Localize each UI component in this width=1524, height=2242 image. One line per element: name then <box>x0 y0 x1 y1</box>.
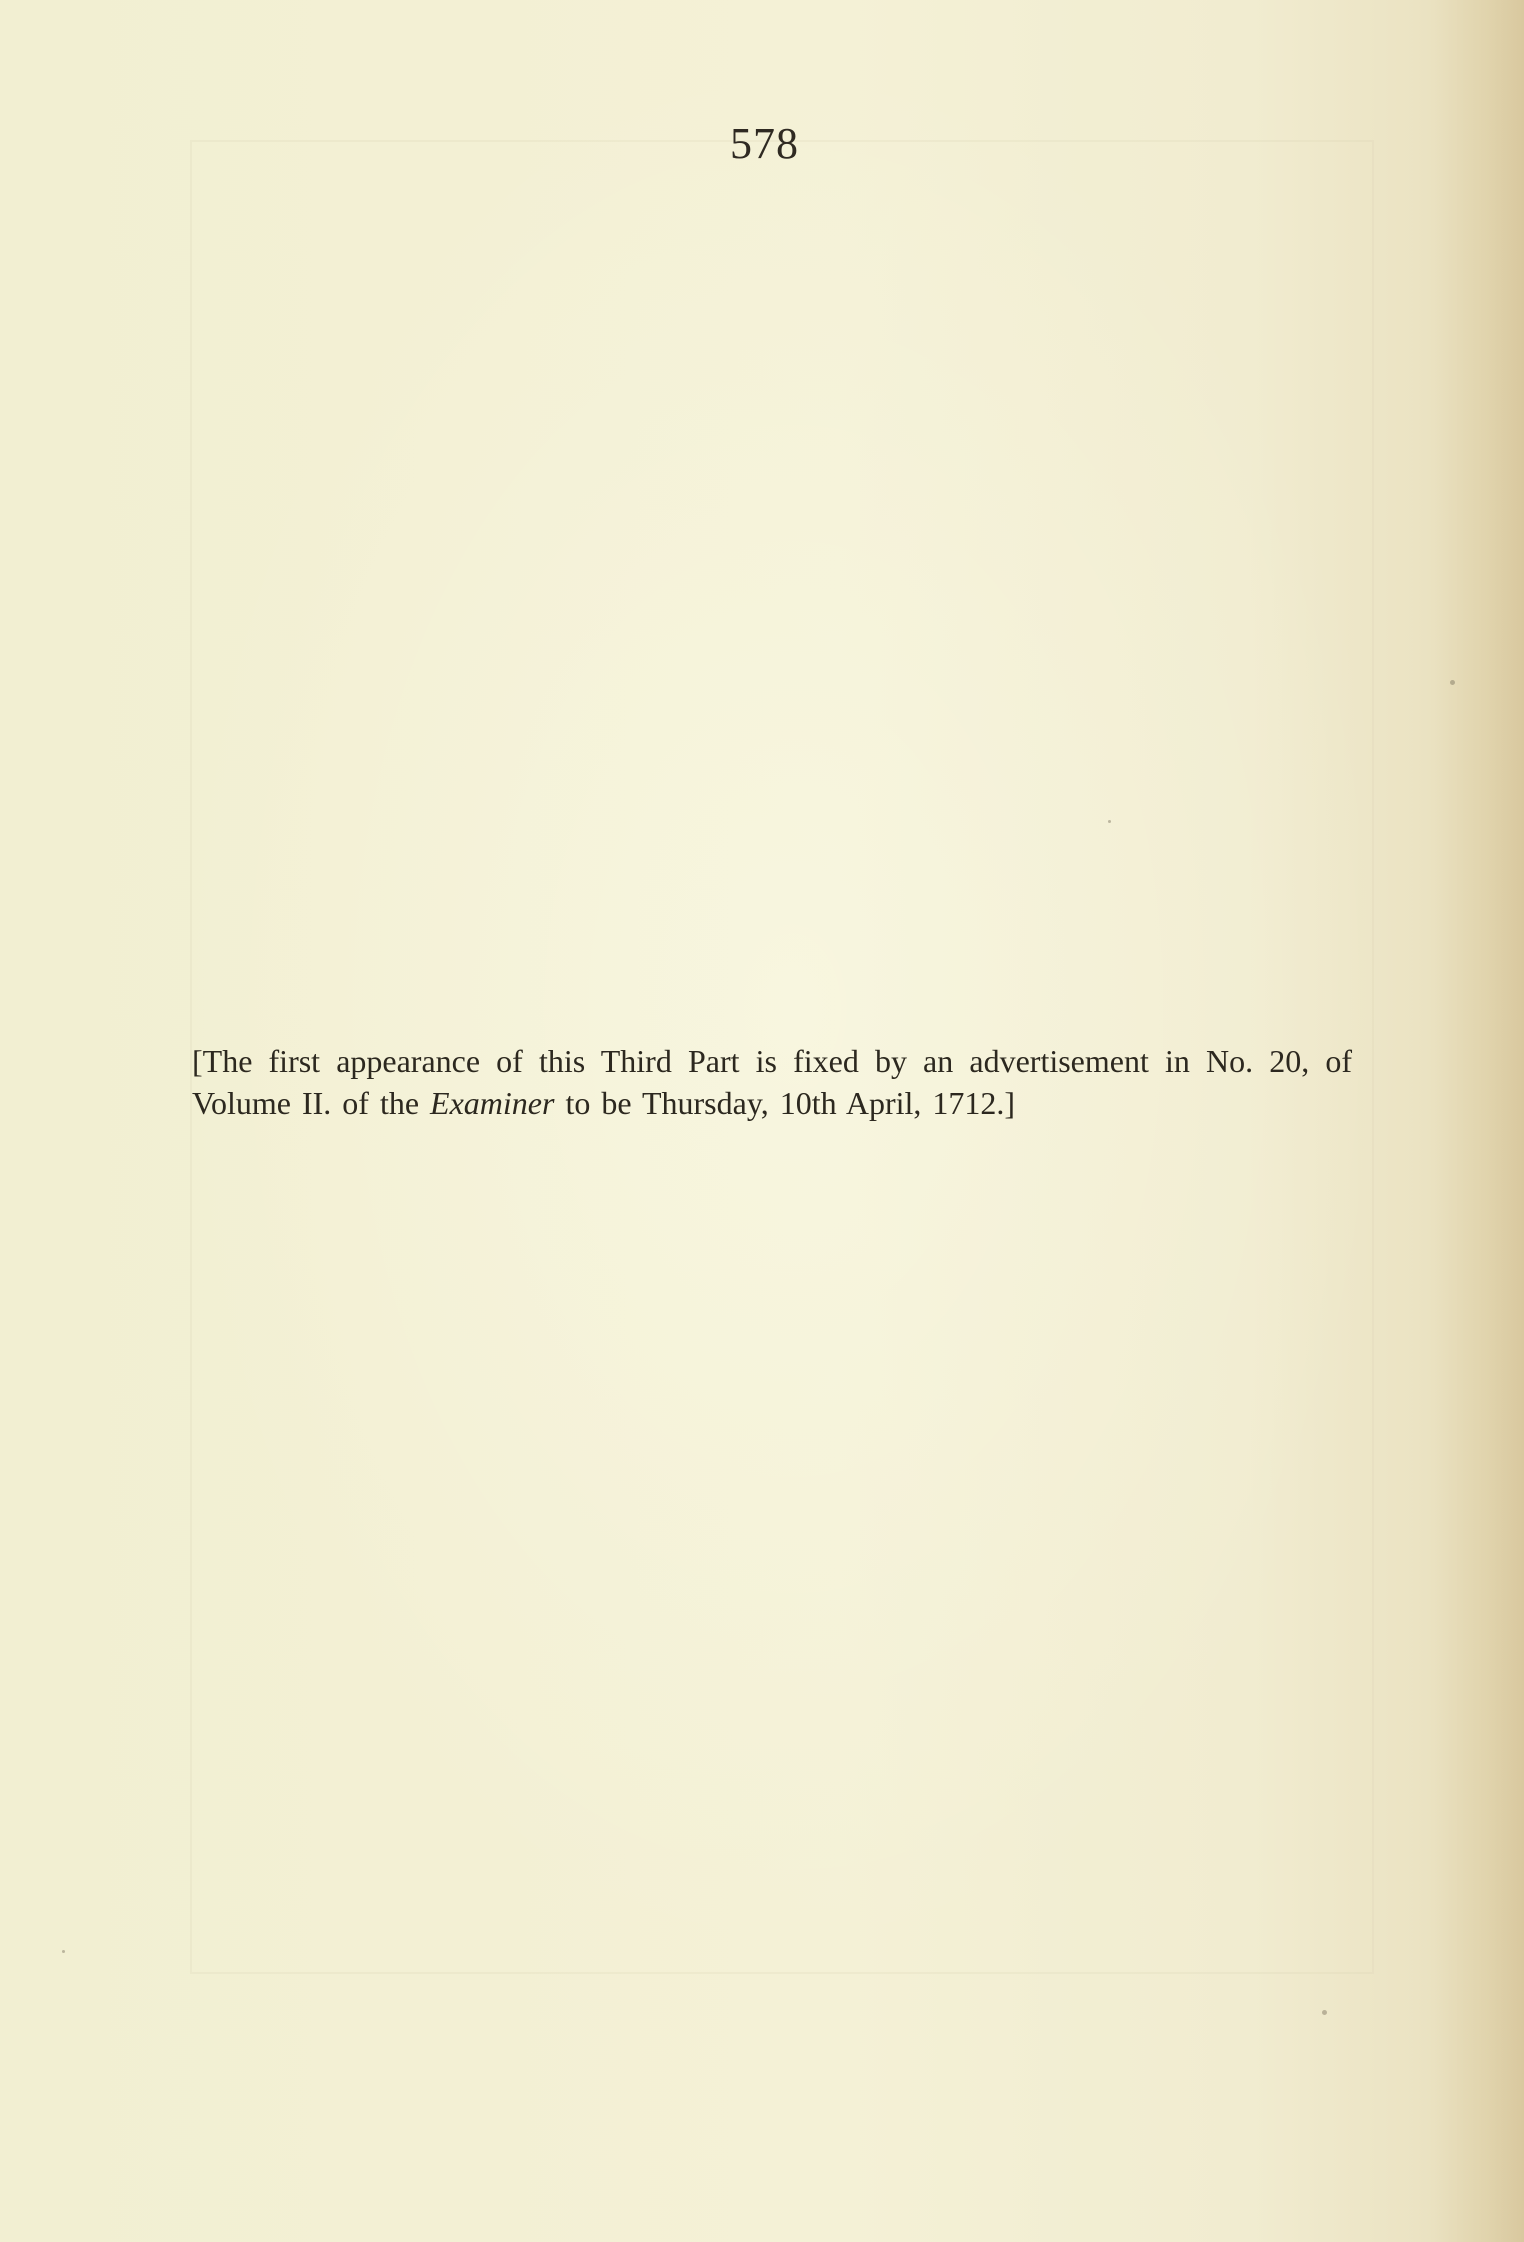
paper-speck <box>1450 680 1455 685</box>
paper-speck <box>62 1950 65 1953</box>
page-number: 578 <box>730 119 799 168</box>
note-italic-title: Examiner <box>430 1085 555 1121</box>
bracketed-note <box>192 1040 1352 1124</box>
page-edge-shadow <box>1434 0 1524 2242</box>
paper-speck <box>1322 2010 1327 2015</box>
note-text-start: [The first appearance of this Third Part is fixed by an advertisement in No. 20, of Volume II. of the <box>192 1043 1352 1121</box>
paper-speck <box>1108 820 1111 823</box>
note-text-end: to be Thursday, 10th April, 1712.] <box>554 1085 1016 1121</box>
